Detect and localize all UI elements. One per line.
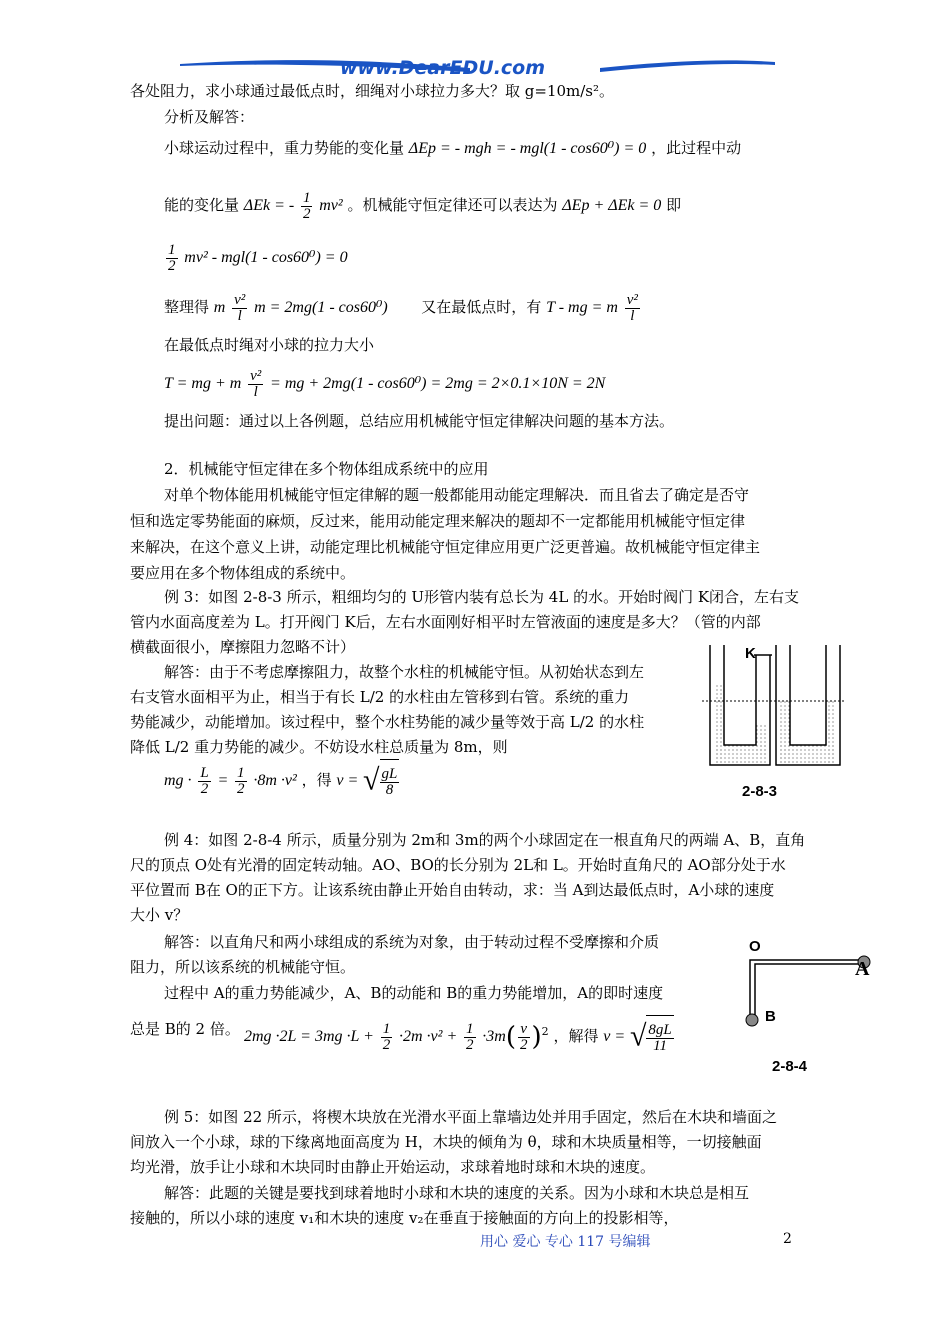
eq-3-right: ·8m ·v² — [253, 772, 297, 789]
figure-2-8-3 — [700, 645, 845, 770]
example-4a: 例 4：如图 2-8-4 所示，质量分别为 2m和 3m的两个小球固定在一根直角尺的两端 A、B，直角 — [164, 831, 806, 849]
answer-4c: 过程中 A的重力势能减少，A、B的动能和 B的重力势能增加，A的即时速度 — [164, 984, 664, 1002]
line-6a: 整理得 — [164, 298, 210, 316]
eq-3-mid: = — [217, 772, 229, 789]
line-5 — [164, 240, 348, 275]
eq-4-mid2: ·3m — [482, 1028, 506, 1045]
line-1: 各处阻力，求小球通过最低点时，细绳对小球拉力多大？取 g=10m/s²。 — [130, 82, 615, 100]
example-5b: 间放入一个小球，球的下缘离地面高度为 H，木块的倾角为 θ，球和木块质量相等，一切接触面 — [130, 1133, 762, 1151]
section-2-title: 2．机械能守恒定律在多个物体组成系统中的应用 — [164, 460, 489, 478]
answer-4d: 总是 B的 2 倍。 — [130, 1020, 240, 1038]
frac-v2-l: $\frac{\text{v²}}{l}$ — [626, 291, 638, 324]
site-logo: www.DearEDU.com — [340, 57, 546, 79]
frac-v-2: $\frac{v}{2}$ — [520, 1020, 528, 1053]
answer-4-eq: 2mg ·2L = 3mg ·L + $\frac{1}{2}$ ·2m ·v² + $\frac{1}{2}$ ·3m( $\frac{v}{2}$ )$^2$ ，解得 v = √ $\frac{8gL}{11}$ — [244, 1010, 674, 1060]
example-4c: 平位置而 B在 O的正下方。让该系统由静止开始自由转动，求：当 A到达最低点时，A小球的速度 — [130, 881, 775, 899]
eq-ek-suffix: mv² — [319, 197, 343, 214]
frac-half: $\frac{1}{2}$ — [382, 1020, 391, 1053]
ball-b — [746, 1014, 758, 1026]
line-2: 分析及解答： — [164, 108, 255, 126]
line-3a: 小球运动过程中，重力势能的变化量 — [164, 139, 405, 157]
eq-4-left: 2mg ·2L = 3mg ·L + — [244, 1028, 374, 1045]
line-4b: 。机械能守恒定律还可以表达为 — [347, 196, 558, 214]
answer-5a: 解答：此题的关键是要找到球着地时小球和木块的速度的关系。因为小球和木块总是相互 — [164, 1184, 750, 1202]
caption-2-8-3: 2-8-3 — [742, 783, 778, 800]
sqrt-gL-8: √ $\frac{gL}{8}$ — [363, 758, 399, 803]
footer-text: 用心 爱心 专心 117 号编辑 — [480, 1234, 651, 1250]
line-9: 提出问题：通过以上各例题，总结应用机械能守恒定律解决问题的基本方法。 — [164, 412, 675, 430]
line-4d: 即 — [666, 196, 682, 214]
label-B: B — [765, 1008, 776, 1025]
page-number: 2 — [783, 1231, 792, 1247]
answer-4b: 阻力，所以该系统的机械能守恒。 — [130, 958, 356, 976]
line-7: 在最低点时绳对小球的拉力大小 — [164, 336, 375, 354]
example-5a: 例 5：如图 22 所示，将楔木块放在光滑水平面上靠墙边处并用手固定，然后在木块和墙面之 — [164, 1108, 777, 1126]
answer-3c: 势能减少，动能增加。该过程中，整个水柱势能的减少量等效于高 L/2 的水柱 — [130, 713, 645, 731]
answer-3d: 降低 L/2 重力势能的减少。不妨设水柱总质量为 8m，则 — [130, 738, 508, 756]
frac-v2-l: $\frac{\text{v²}}{l}$ — [250, 367, 262, 400]
eq-5: mv² - mgl(1 - cos60⁰) = 0 — [184, 249, 348, 266]
eq-ek-prefix: ΔEk = - — [243, 197, 295, 214]
para-1d: 要应用在多个物体组成的系统中。 — [130, 564, 356, 582]
answer-3a: 解答：由于不考虑摩擦阻力，故整个水柱的机械能守恒。从初始状态到左 — [164, 663, 645, 681]
answer-3e: ，得 — [301, 771, 332, 789]
example-3b: 管内水面高度差为 L。打开阀门 K后，左右水面刚好相平时左管液面的速度是多大？（管的内部 — [130, 613, 761, 631]
example-5c: 均光滑，放手让小球和木块同时由静止开始运动，求球着地时球和木块的速度。 — [130, 1158, 656, 1176]
frac-L-2: $\frac{L}{2}$ — [200, 764, 209, 797]
valve-label: K — [745, 645, 756, 662]
line-3c: ，此过程中动 — [651, 139, 742, 157]
para-1b: 恒和选定零势能面的麻烦，反过来，能用动能定理来解决的题却不一定都能用机械能守恒定律 — [130, 512, 746, 530]
eq-6-right: m = 2mg(1 - cos60⁰) — [254, 299, 388, 316]
answer-5b: 接触的，所以小球的速度 v₁和木块的速度 v₂在垂直于接触面的方向上的投影相等， — [130, 1209, 679, 1227]
line-6b: 又在最低点时，有 — [421, 298, 542, 316]
eq-3-left: mg · — [164, 772, 192, 789]
frac-v2-l: $\frac{\text{v²}}{l}$ — [234, 291, 246, 324]
sqrt-8gL-11: √ $\frac{8gL}{11}$ — [630, 1014, 674, 1059]
frac-half: $\frac{1}{2}$ — [168, 241, 176, 274]
example-4d: 大小 v？ — [130, 906, 189, 924]
line-3 — [164, 135, 741, 162]
line-6 — [164, 290, 642, 325]
para-1a: 对单个物体能用机械能守恒定律解的题一般都能用动能定理解决．而且省去了确定是否守 — [164, 486, 750, 504]
example-4b: 尺的顶点 O处有光滑的固定转动轴。AO、BO的长分别为 2L和 L。开始时直角尺的 AO部分处于水 — [130, 856, 786, 874]
answer-4a: 解答：以直角尺和两小球组成的系统为对象，由于转动过程不受摩擦和介质 — [164, 933, 660, 951]
frac-half: $\frac{1}{2}$ — [237, 764, 245, 797]
answer-4e: ，解得 — [553, 1027, 599, 1045]
example-3c: 横截面很小，摩擦阻力忽略不计） — [130, 638, 356, 656]
frac-half: $\frac{1}{2}$ — [466, 1020, 474, 1053]
eq-ep-ek: ΔEp + ΔEk = 0 — [562, 197, 662, 214]
eq-8-right: = mg + 2mg(1 - cos60⁰) = 2mg = 2×0.1×10N = 2N — [270, 375, 606, 392]
caption-2-8-4: 2-8-4 — [772, 1058, 808, 1075]
line-4 — [164, 188, 681, 223]
line-4a: 能的变化量 — [164, 196, 240, 214]
eq-4-v: v = — [603, 1028, 626, 1045]
eq-4-mid1: ·2m ·v² + — [398, 1028, 458, 1045]
line-8 — [164, 366, 605, 401]
label-O: O — [749, 938, 761, 955]
label-A: A — [855, 958, 870, 980]
eq-6b: T - mg = m — [546, 299, 618, 316]
answer-3-eq — [164, 758, 399, 804]
eq-8-left: T = mg + m — [164, 375, 242, 392]
para-1c: 来解决，在这个意义上讲，动能定理比机械能守恒定律应用更广泛更普遍。故机械能守恒定律主 — [130, 538, 761, 556]
eq-ep: ΔEp = - mgh = - mgl(1 - cos60⁰) = 0 — [408, 140, 647, 157]
example-3a: 例 3：如图 2-8-3 所示，粗细均匀的 U形管内装有总长为 4L 的水。开始时阀门 K闭合，左右支 — [164, 588, 800, 606]
eq-3-v: v = — [336, 772, 359, 789]
eq-6-left: m — [213, 299, 226, 316]
answer-3b: 右支管水面相平为止，相当于有长 L/2 的水柱由左管移到右管。系统的重力 — [130, 688, 630, 706]
frac-half: $\frac{1}{2}$ — [302, 189, 311, 222]
